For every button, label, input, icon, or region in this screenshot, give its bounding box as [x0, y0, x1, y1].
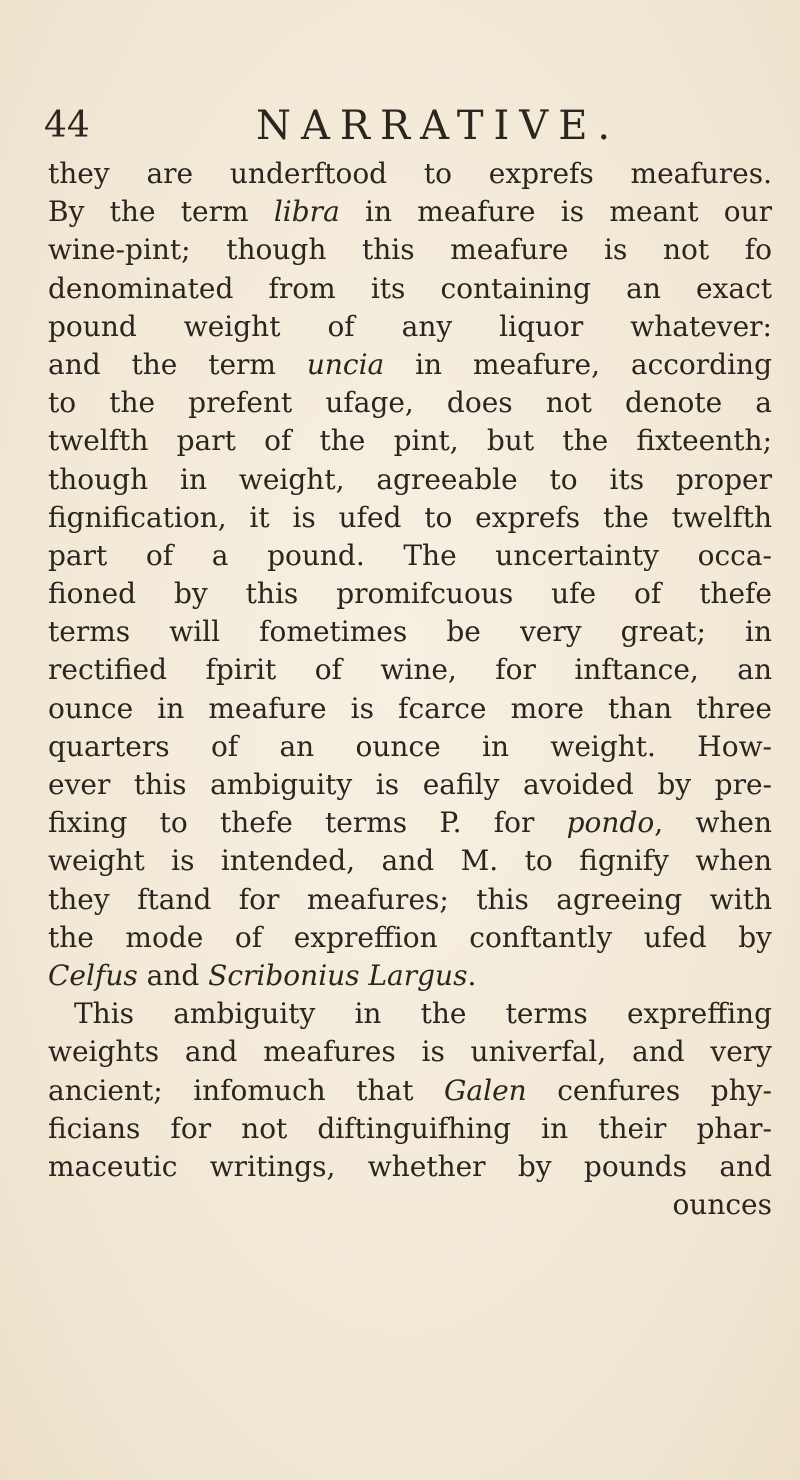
text-line: wine-pint; though this meafure is not fo — [48, 233, 772, 267]
text-line: weight is intended, and M. to fignify when — [48, 844, 772, 878]
text-line: fioned by this promifcuous ufe of thefe — [48, 577, 772, 611]
body-text — [48, 155, 772, 1224]
text-line: By the term libra in meafure is meant our — [48, 195, 772, 229]
text-line: fignification, it is ufed to exprefs the twelfth — [48, 500, 772, 534]
page-header — [44, 100, 764, 148]
running-title: NARRATIVE. — [256, 103, 621, 149]
text-line: Celfus and Scribonius Largus. — [48, 958, 477, 992]
italic-term: pondo — [566, 806, 655, 840]
text-line: rectified fpirit of wine, for inftance, an — [48, 653, 772, 687]
text-line: ever this ambiguity is eafily avoided by pre- — [48, 768, 772, 801]
text-line: pound weight of any liquor whatever: — [48, 309, 772, 343]
text-line: fixing to thefe terms P. for pondo, when — [48, 806, 772, 840]
italic-term: libra — [273, 195, 340, 229]
italic-term: Galen — [444, 1073, 527, 1107]
text-line: though in weight, agreeable to its proper — [48, 462, 772, 496]
text-line: This ambiguity in the terms expreffing — [74, 997, 772, 1031]
text-line: weights and meafures is univerfal, and very — [48, 1035, 772, 1069]
text-line: maceutic writings, whether by pounds and — [48, 1149, 772, 1183]
text-line: denominated from its containing an exact — [48, 271, 772, 305]
text-line: terms will fometimes be very great; in — [48, 615, 772, 649]
text-line: ancient; infomuch that Galen cenfures phy- — [48, 1073, 773, 1107]
text-line: ficians for not diftinguifhing in their phar- — [48, 1111, 772, 1145]
paragraph — [48, 155, 772, 995]
catchword: ounces — [672, 1188, 772, 1222]
text-line: part of a pound. The uncertainty occa- — [48, 538, 772, 572]
text-line: they are underftood to exprefs meafures. — [48, 157, 772, 190]
italic-term: uncia — [306, 347, 385, 381]
text-line: ounce in meafure is fcarce more than three — [48, 691, 772, 725]
text-line: to the prefent ufage, does not denote a — [48, 386, 772, 420]
text-line: they ftand for meafures; this agreeing with — [48, 882, 772, 916]
page-number: 44 — [44, 105, 90, 146]
text-line: and the term uncia in meafure, according — [48, 347, 773, 381]
italic-term: Scribonius Largus — [208, 958, 468, 992]
text-line: the mode of expreffion conftantly ufed by — [48, 920, 772, 954]
paragraph — [48, 995, 772, 1186]
text-line: quarters of an ounce in weight. How- — [48, 729, 772, 763]
italic-term: Celfus — [48, 958, 138, 992]
text-line: twelfth part of the pint, but the fixteenth; — [48, 424, 772, 458]
